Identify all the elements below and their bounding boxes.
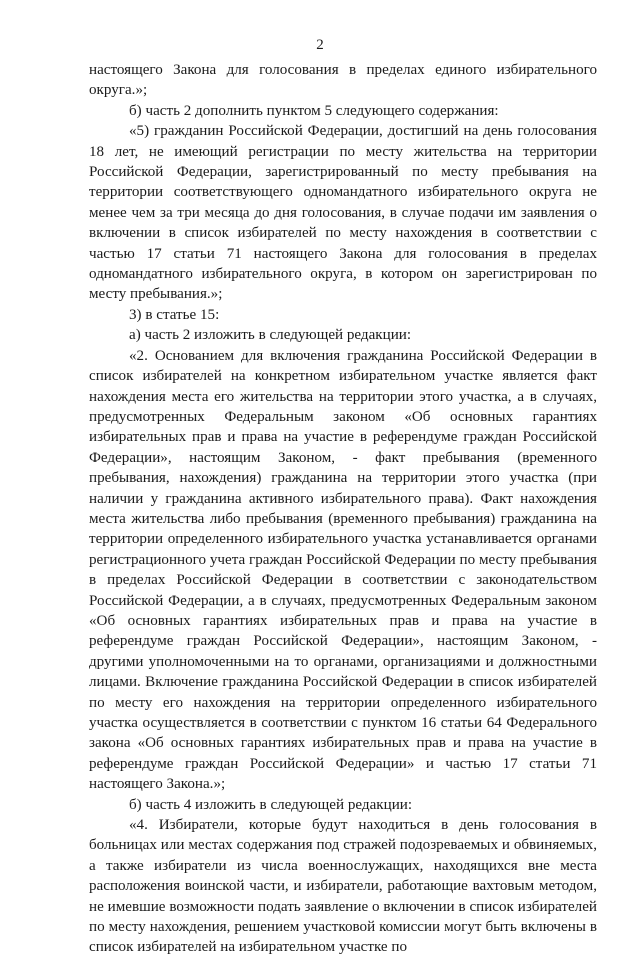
paragraph-8: «4. Избиратели, которые будут находиться в день голосования в больницах или местах содержания под стражей подозреваемых и обвиняемых, а также избиратели из числа военнослужащих, находящихся вне места расположения воинской части, и избиратели, работающие вахтовым методом, не имевшие возможности подать заявление о включении в список избирателей по месту нахождения, решением участковой комиссии могут быть включены в список избирателей на избирательном участке по	[89, 817, 597, 956]
document-body	[89, 60, 597, 958]
paragraph-3: «5) гражданин Российской Федерации, достигший на день голосования 18 лет, не имеющий регистрации по месту жительства на территории Российской Федерации, зарегистрированный по месту пребывания на территории соответствующего одномандатного избирательного округа не менее чем за три месяца до дня голосования, в случае подачи им заявления о включении в список избирателей по месту нахождения в соответствии с частью 17 статьи 71 настоящего Закона для голосования в пределах одномандатного избирательного округа, в котором он зарегистрирован по месту пребывания.»;	[89, 123, 597, 303]
paragraph-6: «2. Основанием для включения гражданина Российской Федерации в список избирателей на конкретном избирательном участке является факт нахождения места его жительства на территории этого участка, а в случаях, предусмотренных Федеральным законом «Об основных гарантиях избирательных прав и права на участие в референдуме граждан Российской Федерации», настоящим Законом, - факт пребывания (временного пребывания, нахождения) гражданина на территории этого участка (при наличии у гражданина активного избирательного права). Факт нахождения места жительства либо пребывания (временного пребывания) гражданина на территории определенного избирательного участка устанавливается органами регистрационного учета граждан Российской Федерации по месту пребывания в пределах Российской Федерации в соответствии с законодательством Российской Федерации, а в случаях, предусмотренных Федеральным законом «Об основных гарантиях избирательных прав и права на участие в референдуме граждан Российской Федерации», настоящим Законом, - другими уполномоченными на то органами, организациями и должностными лицами. Включение гражданина Российской Федерации в список избирателей по месту его нахождения на территории определенного избирательного участка осуществляется в соответствии с пунктом 16 статьи 64 Федерального закона «Об основных гарантиях избирательных прав и права на участие в референдуме граждан Российской Федерации» и частью 17 статьи 71 настоящего Закона.»;	[89, 347, 597, 793]
page-number: 2	[316, 37, 324, 53]
paragraph-7: б) часть 4 изложить в следующей редакции:	[129, 796, 413, 813]
paragraph-4: 3) в статье 15:	[129, 306, 220, 323]
paragraph-2: б) часть 2 дополнить пунктом 5 следующего содержания:	[129, 102, 499, 119]
paragraph-5: а) часть 2 изложить в следующей редакции:	[129, 327, 412, 344]
paragraph-1: настоящего Закона для голосования в пределах единого избирательного округа.»;	[89, 62, 597, 99]
